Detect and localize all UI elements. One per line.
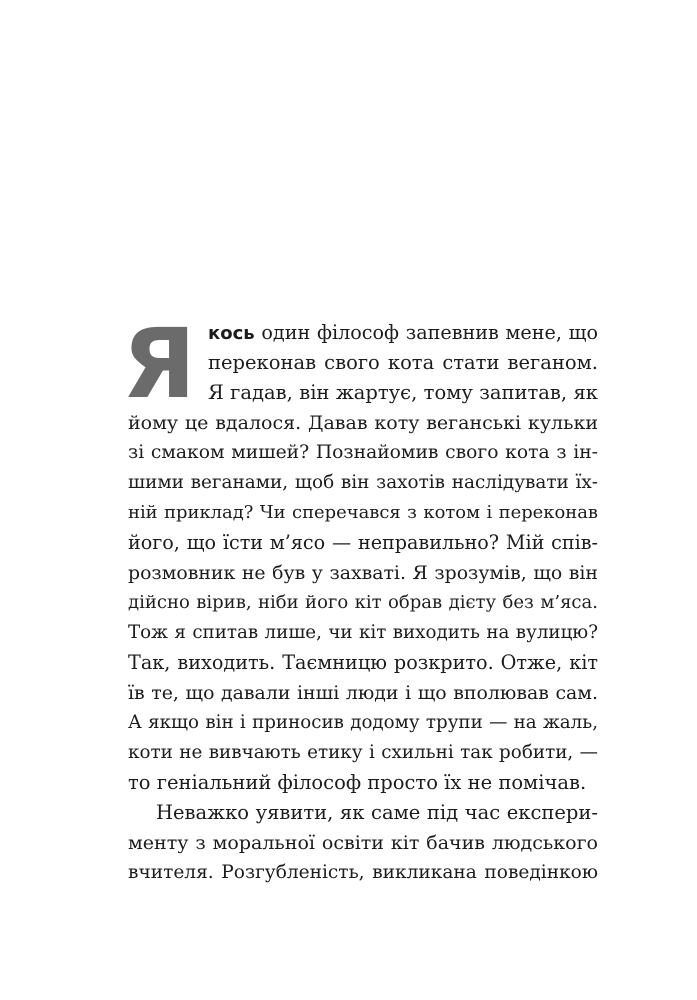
paragraph-1-line-15: коти не вивчають етику і схильні так робити, — xyxy=(128,742,598,763)
paragraph-2-line-1: Неважко уявити, як саме під час експери- xyxy=(156,801,598,824)
paragraph-1-line-8: його, що їсти м’ясо — неправильно? Мій спів- xyxy=(128,531,598,554)
paragraph-1-line-3: Я гадав, він жартує, тому запитав, як xyxy=(208,381,598,404)
paragraph-1-line-11: Тож я спитав лише, чи кіт виходить на вулицю? xyxy=(128,622,598,643)
drop-cap: Я xyxy=(122,308,196,420)
paragraph-1-line-10: дійсно вірив, ніби його кіт обрав дієту без м’яса. xyxy=(128,592,598,613)
paragraph-1-line-16: то геніальний філософ просто їх не помічав. xyxy=(128,771,587,794)
paragraph-1-line-6: шими веганами, щоб він захотів наслідувати їх- xyxy=(128,472,598,493)
paragraph-1-line-13: їв те, що давали інші люди і що вполював сам. xyxy=(128,682,598,704)
paragraph-1-line-9: розмовник не був у захваті. Я зрозумів, що він xyxy=(128,562,598,584)
paragraph-2-line-2: менту з моральної освіти кіт бачив людського xyxy=(128,832,598,854)
paragraph-1-line-4: йому це вдалося. Давав коту веганські кульки xyxy=(128,412,598,434)
paragraph-1-line-5: зі смаком мишей? Познайомив свого кота з ін- xyxy=(128,442,598,463)
paragraph-1-line-14: А якщо він і приносив додому трупи — на жаль, xyxy=(128,712,598,733)
line-text: один філософ запевнив мене, що xyxy=(254,321,598,344)
paragraph-2-line-3: вчителя. Розгубленість, викликана поведінкою xyxy=(128,862,598,883)
paragraph-1-line-1 xyxy=(208,318,598,348)
paragraph-1-line-2: переконав свого кота стати веганом. xyxy=(208,351,598,374)
paragraph-1-line-7: ній приклад? Чи сперечався з котом і переконав xyxy=(128,502,598,523)
paragraph-1-line-12: Так, виходить. Таємницю розкрито. Отже, кіт xyxy=(128,651,598,674)
lead-word: кось xyxy=(208,323,255,344)
